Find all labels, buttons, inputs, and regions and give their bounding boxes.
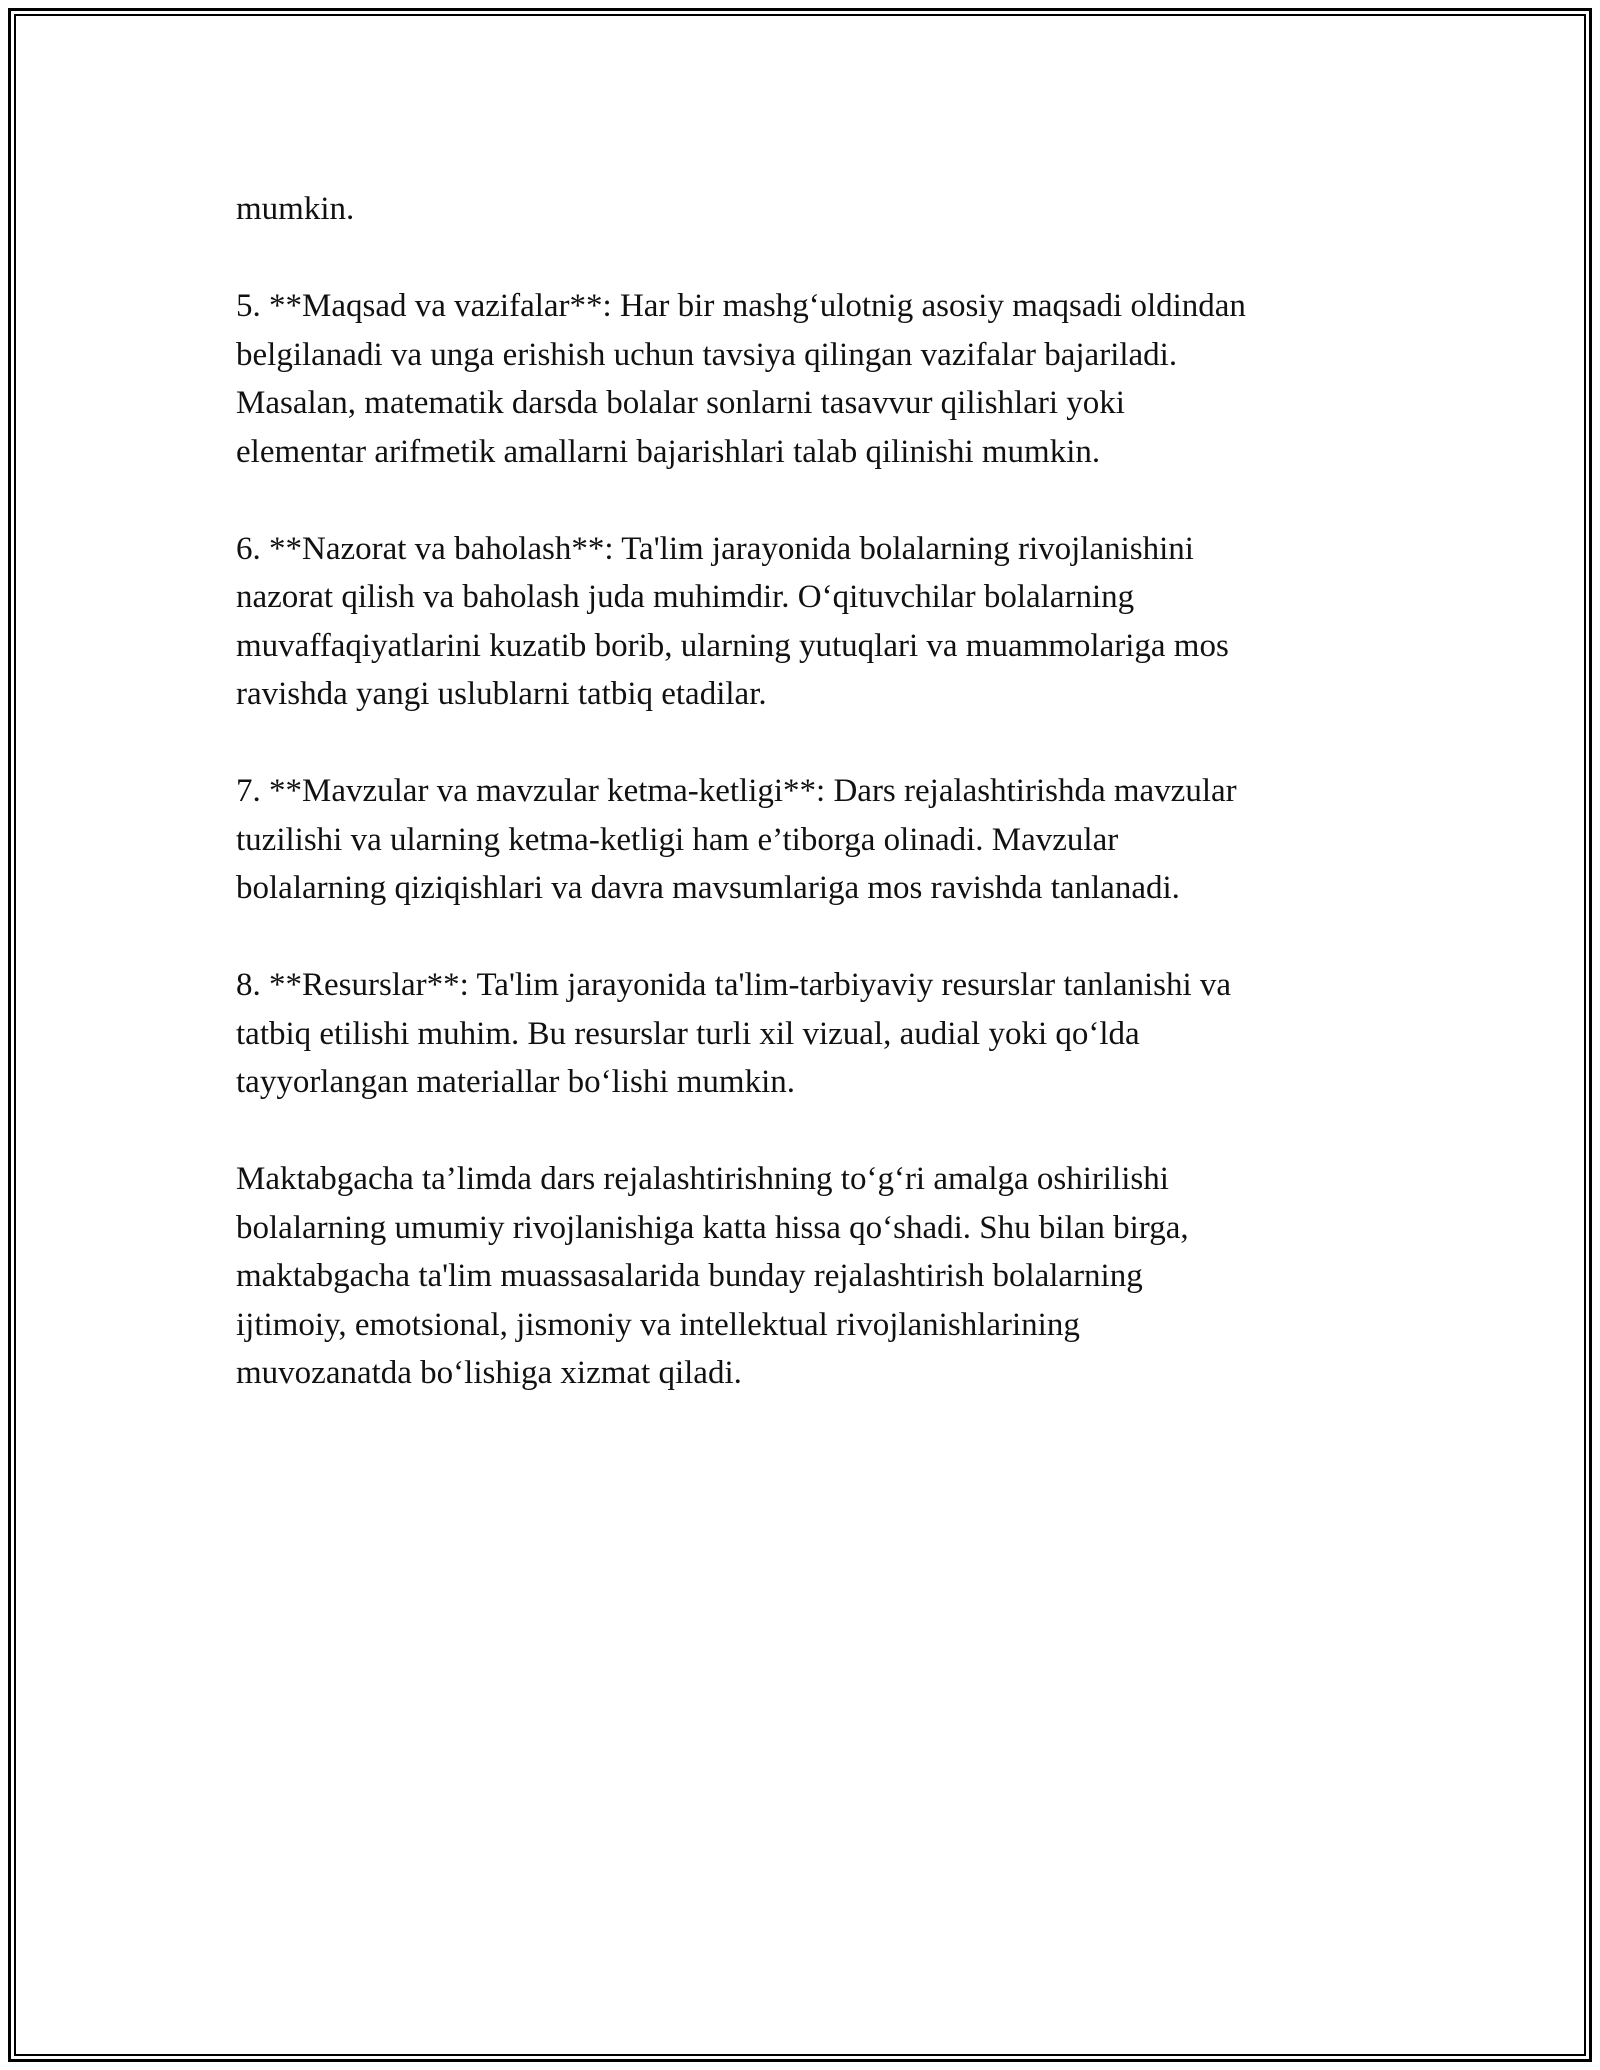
- document-body: [236, 185, 1396, 1446]
- text-line: bolalarning qiziqishlari va davra mavsumlariga mos ravishda tanlanadi.: [236, 870, 1180, 906]
- paragraph-conclusion: [236, 1155, 1396, 1398]
- text-line: tuzilishi va ularning ketma-ketligi ham e’tiborga olinadi. Mavzular: [236, 821, 1119, 858]
- text-line: Maktabgacha ta’limda dars rejalashtirishning to‘g‘ri amalga oshirilishi: [236, 1161, 1169, 1197]
- text-line: 6. **Nazorat va baholash**: Ta'lim jarayonida bolalarning rivojlanishini: [236, 530, 1194, 567]
- paragraph-item-8: [236, 961, 1396, 1107]
- text-line: 7. **Mavzular va mavzular ketma-ketligi**: Dars rejalashtirishda mavzular: [236, 773, 1237, 809]
- text-line: tayyorlangan materiallar bo‘lishi mumkin.: [236, 1064, 796, 1100]
- paragraph-continuation: [236, 185, 1396, 234]
- text-line: ravishda yangi uslublarni tatbiq etadilar.: [236, 676, 767, 712]
- text-line: Masalan, matematik darsda bolalar sonlarni tasavvur qilishlari yoki: [236, 385, 1125, 421]
- text-line: maktabgacha ta'lim muassasalarida bunday rejalashtirish bolalarning: [236, 1258, 1143, 1294]
- text-line: muvozanatda bo‘lishiga xizmat qiladi.: [236, 1355, 742, 1391]
- paragraph-item-5: [236, 282, 1396, 476]
- text-line: ijtimoiy, emotsional, jismoniy va intellektual rivojlanishlarining: [236, 1306, 1080, 1343]
- text-line: elementar arifmetik amallarni bajarishlari talab qilinishi mumkin.: [236, 433, 1101, 470]
- paragraph-item-7: [236, 767, 1396, 913]
- paragraph-item-6: [236, 525, 1396, 719]
- text-line: belgilanadi va unga erishish uchun tavsiya qilingan vazifalar bajariladi.: [236, 336, 1178, 373]
- text-line: 5. **Maqsad va vazifalar**: Har bir mashg‘ulotnig asosiy maqsadi oldindan: [236, 288, 1246, 324]
- text-line: bolalarning umumiy rivojlanishiga katta hissa qo‘shadi. Shu bilan birga,: [236, 1209, 1189, 1246]
- text-line: nazorat qilish va baholash juda muhimdir. O‘qituvchilar bolalarning: [236, 579, 1135, 615]
- text-line: tatbiq etilishi muhim. Bu resurslar turli xil vizual, audial yoki qo‘lda: [236, 1015, 1140, 1052]
- text-line: 8. **Resurslar**: Ta'lim jarayonida ta'lim-tarbiyaviy resurslar tanlanishi va: [236, 967, 1232, 1003]
- text-line: mumkin.: [236, 191, 355, 227]
- text-line: muvaffaqiyatlarini kuzatib borib, ularning yutuqlari va muammolariga mos: [236, 627, 1229, 664]
